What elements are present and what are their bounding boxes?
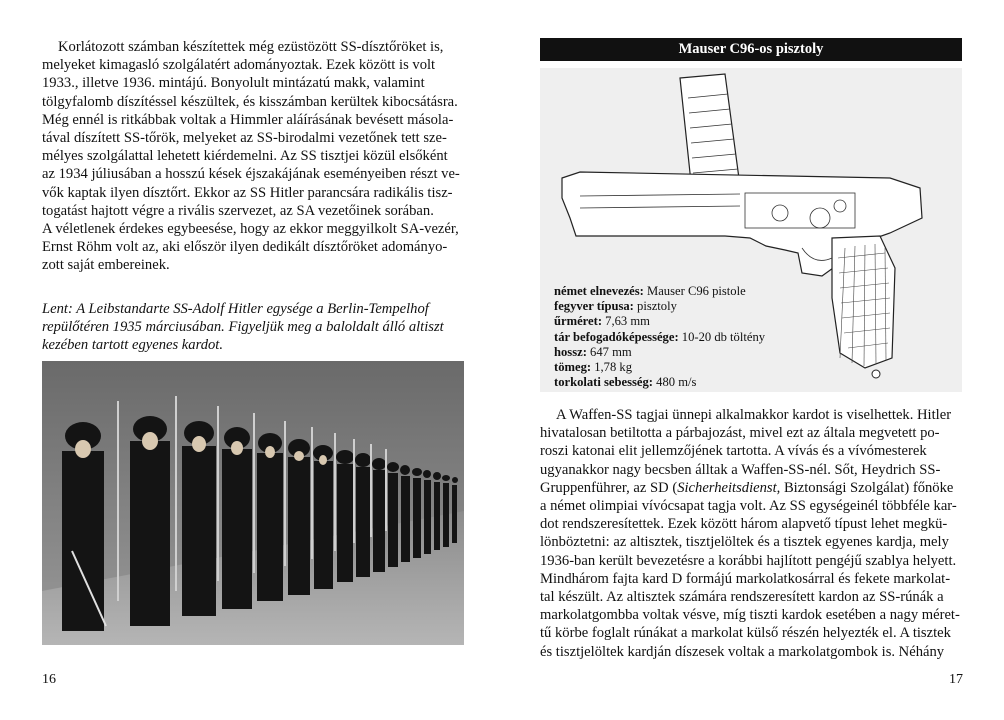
text-line: ugyanakkor nagy becsben álltak a Waffen-SS-nél. Sőt, Heydrich SS-: [540, 461, 941, 478]
page-number-left: 16: [42, 672, 56, 687]
spec-label: tömeg:: [554, 360, 592, 375]
spec-row: [554, 314, 765, 329]
spec-label: hossz:: [554, 344, 587, 359]
spec-value: Mauser C96 pistole: [643, 284, 746, 298]
text-line: A Waffen-SS tagjai ünnepi alkalmakkor kardot is viselhettek. Hitler: [556, 407, 952, 423]
text-line: a német olimpiai vívócsapat tagja volt. Az SS egységeinél többféle kar-: [540, 498, 957, 515]
text-line-mixed: [540, 479, 962, 497]
spec-row: [554, 375, 765, 390]
spec-label: űrméret:: [554, 314, 603, 329]
photo-caption: [42, 300, 466, 355]
parade-photo: [42, 361, 464, 645]
italic-term: Sicherheitsdienst,: [677, 479, 781, 496]
spec-value: 647 mm: [586, 344, 632, 359]
spec-row: [554, 284, 765, 299]
text-line: tal készült. Az altisztek számára rendszeresített kardon az SS-rúnák a: [540, 589, 944, 606]
spec-value: 1,78 kg: [591, 360, 632, 375]
page-number-right: 17: [949, 672, 963, 687]
spec-label: német elnevezés:: [554, 284, 644, 298]
right-page: [502, 0, 1004, 720]
spec-row: [554, 330, 765, 345]
caption-line: kezében tartott egyenes kardot.: [42, 337, 224, 354]
caption-line: Lent: A Leibstandarte SS-Adolf Hitler egysége a Berlin-Tempelhof: [42, 301, 429, 317]
text-line: az 1934 júliusában a hosszú kések éjszakájának eseményeiben részt ve-: [42, 166, 460, 183]
text-line: melyeket kimagasló szolgálatért adományoztak. Ezek között is volt: [42, 57, 436, 74]
text-segment: Biztonsági Szolgálat) főnöke: [780, 479, 954, 496]
caption-line: repülőtéren 1935 márciusában. Figyeljük meg a baloldalt álló altiszt: [42, 319, 444, 336]
text-line: roszi katonai elit jellemzőjének tartotta. A vívás és a vívómesterek: [540, 443, 927, 460]
text-line: 1933., illetve 1936. mintájú. Bonyolult mintázatú makk, valamint: [42, 75, 425, 92]
text-line: dot rendszeresítettek. Ezek között három alapvető típust lehet megkü-: [540, 516, 948, 533]
spec-value: pisztoly: [633, 299, 677, 314]
text-line: tával díszített SS-tőrök, melyeket az SS-birodalmi vezetőnek tett sze-: [42, 130, 447, 147]
box-title: Mauser C96-os pisztoly: [540, 38, 962, 61]
text-line: és tisztjelöltek kardján díszesek voltak a markolatgombok is. Néhány: [540, 643, 945, 660]
spec-value: 10-20 db töltény: [678, 329, 766, 344]
text-line: vők kaptak ilyen dísztőrt. Ekkor az SS Hitler parancsára radikális tisz-: [42, 184, 453, 201]
text-line: Korlátozott számban készítettek még ezüstözött SS-dísztőröket is,: [58, 39, 444, 55]
spec-row: [554, 299, 765, 314]
spec-label: torkolati sebesség:: [554, 375, 653, 390]
text-line: mélyes szolgálattal lehetett kiérdemelni. Az SS tisztjei közül elsőként: [42, 148, 448, 165]
spec-value: 480 m/s: [653, 375, 697, 390]
parade-photo-image: [42, 361, 464, 645]
pistol-spec-box: [540, 68, 962, 392]
text-line: zott saját embereinek.: [42, 257, 170, 274]
text-line: hivatalosan betiltotta a párbajozást, mivel ezt az általa megvetett po-: [540, 425, 940, 442]
spec-value: 7,63 mm: [602, 314, 650, 329]
spec-label: fegyver típusa:: [554, 299, 634, 314]
spec-label: tár befogadóképessége:: [554, 329, 679, 344]
text-line: A véletlenek érdekes egybeesése, hogy az ekkor meggyilkolt SA-vezér,: [42, 221, 459, 238]
text-line: tű körbe foglalt rúnákat a markolat külső részén helyezték el. A tisztek: [540, 625, 951, 642]
text-line: markolatgombba voltak vésve, míg tiszti kardok esetében a nagy méret-: [540, 607, 960, 624]
text-line: lönböztetni: az altisztek, tisztjelöltek és a tisztek egyenes kardja, mely: [540, 534, 949, 551]
left-body-text: [42, 38, 466, 275]
text-segment: Gruppenführer, az SD (: [540, 479, 678, 496]
text-line: 1936-ban került bevezetésre a korábbi hajlított pengéjű szablya helyett.: [540, 552, 957, 569]
text-line: Ernst Röhm volt az, aki először ilyen dedikált dísztőröket adományo-: [42, 239, 448, 256]
text-line: Mindhárom fajta kard D formájú markolatkosárral és fekete markolat-: [540, 570, 951, 587]
text-line: Még ennél is ritkábbak voltak a Himmler aláírásának bevésett másola-: [42, 111, 454, 128]
spec-list: [554, 284, 765, 390]
text-line: togatást hajtott végre a rivális szervezet, az SA vezetőinek sorában.: [42, 202, 434, 219]
spec-row: [554, 360, 765, 375]
spec-row: [554, 345, 765, 360]
right-body-text: [540, 406, 962, 661]
text-line: tölgyfalomb díszítéssel készültek, és kisszámban kerültek kibocsátásra.: [42, 93, 458, 110]
